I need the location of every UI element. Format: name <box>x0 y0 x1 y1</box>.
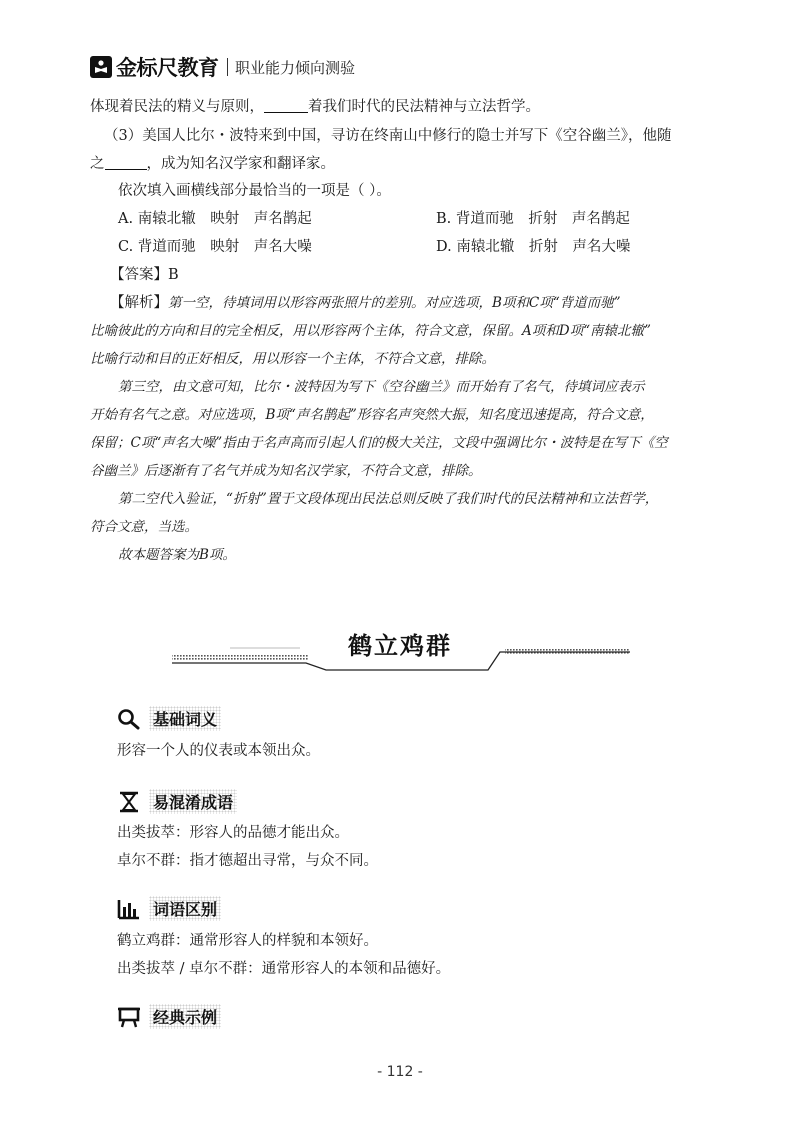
word-difference-2: 出类拔萃 / 卓尔不群：通常形容人的本领和品德好。 <box>117 961 451 977</box>
section-confusable-idioms <box>117 789 237 814</box>
text-segment: 第一空，待填词用以形容两张照片的差别。对应选项，B项和C项“背道而驰” <box>168 295 621 311</box>
header-divider <box>227 58 229 76</box>
section-heading: 经典示例 <box>149 1004 221 1029</box>
answer-label: 【答案】 <box>110 267 168 283</box>
question-item-3-cont <box>90 153 335 175</box>
analysis-line-3: 比喻行动和目的正好相反，用以形容一个主体，不符合文意，排除。 <box>90 351 495 367</box>
analysis-line-5: 开始有名气之意。对应选项，B项“声名鹊起”形容名声突然大振，知名度迅速提高，符合文意， <box>90 407 654 423</box>
option-c: C. 背道而驰 映射 声名大噪 <box>118 239 312 255</box>
section-heading: 词语区别 <box>149 896 221 921</box>
text-segment: 之 <box>90 156 105 172</box>
option-d: D. 南辕北辙 折射 声名大噪 <box>436 239 631 255</box>
confusable-idiom-1: 出类拔萃：形容人的品德才能出众。 <box>117 825 349 841</box>
analysis-line-6: 保留；C项“声名大噪”指由于名声高而引起人们的极大关注，文段中强调比尔・波特是在写下《空 <box>90 435 668 451</box>
option-a: A. 南辕北辙 映射 声名鹊起 <box>118 211 312 227</box>
section-word-difference <box>117 896 221 921</box>
analysis-line-1 <box>110 292 621 314</box>
word-difference-1: 鹤立鸡群：通常形容人的样貌和本领好。 <box>117 933 378 949</box>
analysis-line-4: 第三空，由文意可知，比尔・波特因为写下《空谷幽兰》而开始有了名气，待填词应表示 <box>118 379 645 395</box>
answer-line <box>110 264 179 286</box>
magnifier-icon <box>117 708 141 730</box>
bar-chart-icon <box>117 898 141 920</box>
option-b: B. 背道而驰 折射 声名鹊起 <box>436 211 630 227</box>
text-segment: 着我们时代的民法精神与立法哲学。 <box>308 99 540 115</box>
analysis-line-7: 谷幽兰》后逐渐有了名气并成为知名汉学家，不符合文意，排除。 <box>90 463 482 479</box>
presentation-board-icon <box>117 1006 141 1028</box>
analysis-line-2: 比喻彼此的方向和目的完全相反，用以形容两个主体，符合文意，保留。A项和D项“南辕北辙” <box>90 323 651 339</box>
answer-blank <box>105 154 147 170</box>
analysis-line-9: 符合文意，当选。 <box>90 519 198 535</box>
basic-meaning-text: 形容一个人的仪表或本领出众。 <box>117 743 320 759</box>
text-segment: ，成为知名汉学家和翻译家。 <box>146 156 335 172</box>
analysis-label: 【解析】 <box>110 295 168 311</box>
header-subtitle: 职业能力倾向测验 <box>235 58 356 77</box>
book-person-icon <box>90 56 112 78</box>
analysis-conclusion: 故本题答案为B项。 <box>118 547 236 563</box>
idiom-title: 鹤立鸡群 <box>348 631 452 660</box>
analysis-line-8: 第二空代入验证，“折射”置于文段体现出民法总则反映了我们时代的民法精神和立法哲学， <box>118 491 659 507</box>
page-number: - 112 - <box>377 1064 423 1080</box>
section-basic-meaning <box>117 706 221 731</box>
answer-blank <box>264 97 308 113</box>
text-segment: 体现着民法的精义与原则， <box>90 99 264 115</box>
confusable-idiom-2: 卓尔不群：指才德超出寻常，与众不同。 <box>117 853 378 869</box>
section-heading: 基础词义 <box>149 706 221 731</box>
question-item-3: （3）美国人比尔・波特来到中国，寻访在终南山中修行的隐士并写下《空谷幽兰》，他随 <box>104 128 672 144</box>
section-classic-example <box>117 1004 221 1029</box>
page-header <box>90 52 355 82</box>
question-line-1 <box>90 96 540 118</box>
brand-logo-text: 金标尺教育 <box>116 56 219 80</box>
question-prompt: 依次填入画横线部分最恰当的一项是（ ）。 <box>118 183 391 199</box>
answer-value: B <box>168 267 179 283</box>
hourglass-icon <box>117 791 141 813</box>
title-banner-ornament <box>0 640 800 674</box>
section-heading: 易混淆成语 <box>149 789 237 814</box>
